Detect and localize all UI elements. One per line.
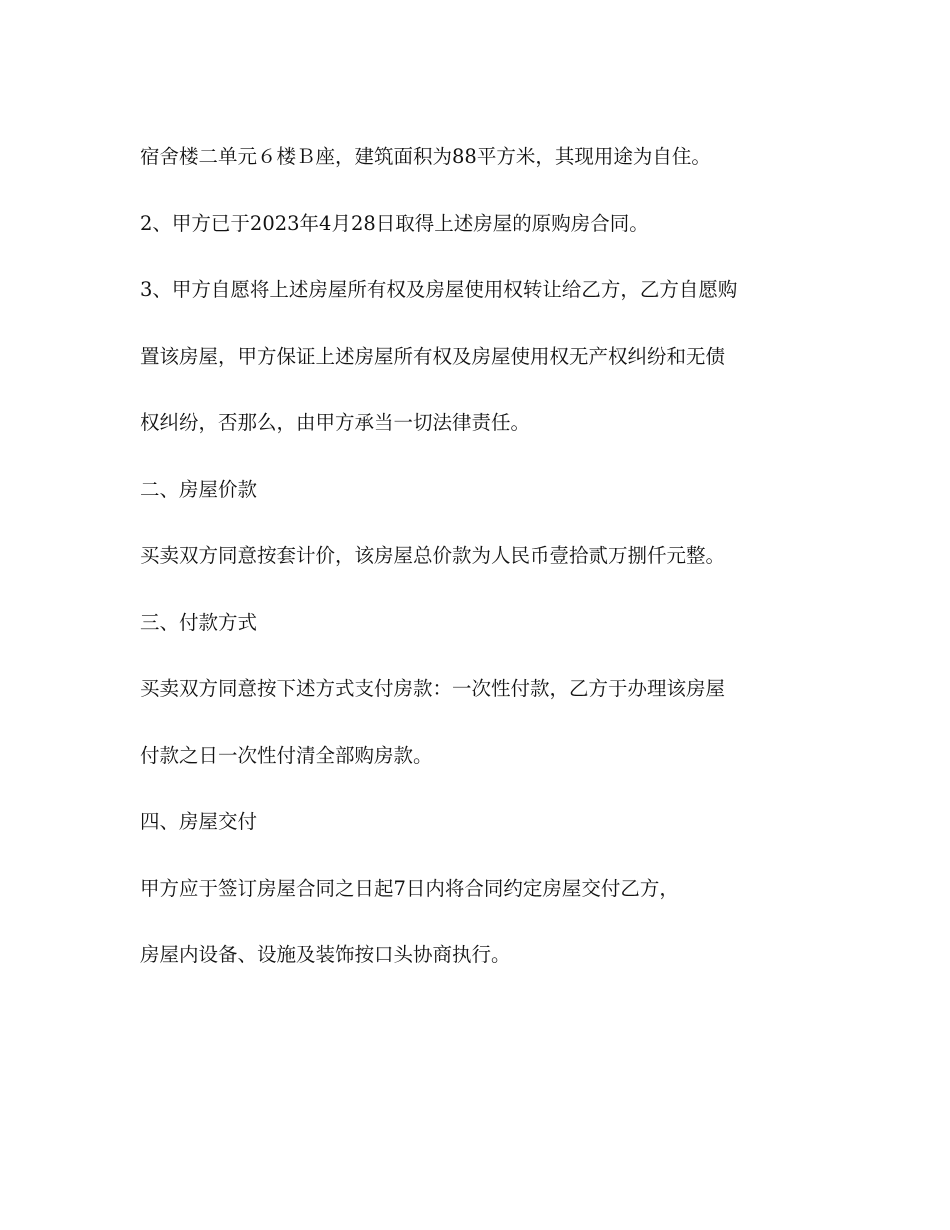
paragraph-line: 甲方应于签订房屋合同之日起7日内将合同约定房屋交付乙方， (140, 876, 679, 900)
paragraph-line: 宿舍楼二单元６楼Ｂ座，建筑面积为88平方米，其现用途为自住。 (140, 145, 711, 168)
paragraph-line: 置该房屋，甲方保证上述房屋所有权及房屋使用权无产权纠纷和无债 (140, 344, 726, 368)
section-heading: 四、房屋交付 (140, 810, 258, 833)
paragraph-line: 买卖双方同意按下述方式支付房款：一次性付款，乙方于办理该房屋 (140, 677, 726, 700)
section-heading: 二、房屋价款 (140, 477, 258, 501)
document-body (140, 137, 820, 1002)
paragraph-line: 付款之日一次性付清全部购房款。 (140, 743, 433, 767)
section-heading: 三、付款方式 (140, 610, 258, 634)
paragraph-line: 2、甲方已于2023年4月28日取得上述房屋的原购房合同。 (140, 211, 649, 235)
paragraph-line: 权纠纷，否那么，由甲方承当一切法律责任。 (140, 411, 531, 434)
paragraph-line: 3、甲方自愿将上述房屋所有权及房屋使用权转让给乙方，乙方自愿购 (140, 278, 738, 301)
paragraph-line: 买卖双方同意按套计价，该房屋总价款为人民币壹拾贰万捌仟元整。 (140, 544, 726, 567)
paragraph-line: 房屋内设备、设施及装饰按口头协商执行。 (140, 943, 511, 966)
